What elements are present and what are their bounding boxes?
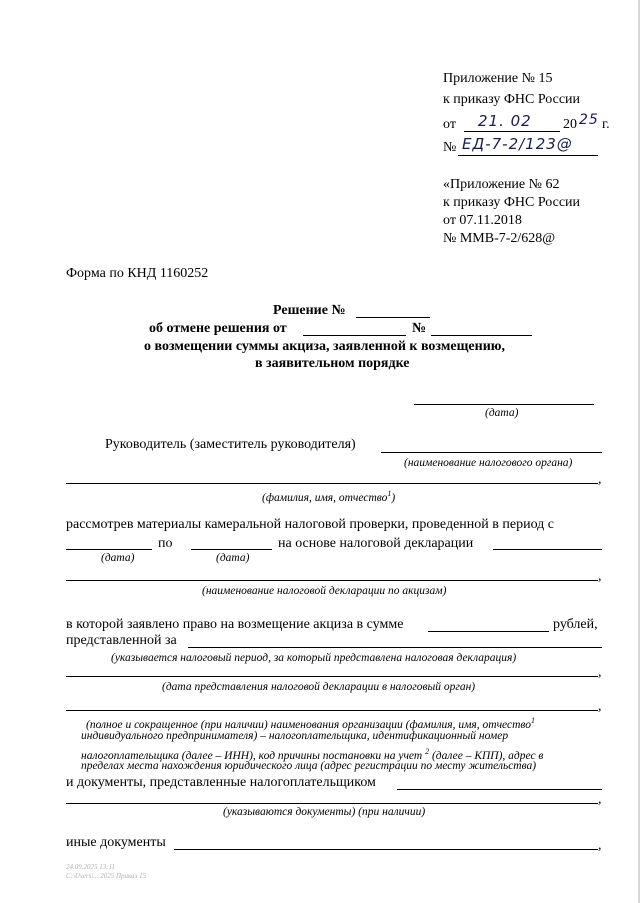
documents-comma: , (598, 792, 602, 807)
order-date-line (464, 131, 560, 132)
declaration-name-comma: , (598, 569, 602, 584)
order-number-label: № (443, 140, 457, 155)
other-documents-line (174, 849, 598, 850)
fio-comma: , (598, 472, 602, 487)
form-code: Форма по КНД 1160252 (66, 266, 209, 281)
order-date-label: от (443, 117, 456, 132)
tax-period-caption: (указывается налоговый период, за который представлена налоговая декларация) (111, 652, 517, 664)
documents-label: и документы, представленные налогоплательщиком (66, 775, 376, 790)
fio-line (66, 483, 598, 484)
quoted-date: от 07.11.2018 (443, 213, 522, 228)
other-documents-comma: , (598, 838, 602, 853)
head-label: Руководитель (заместитель руководителя) (105, 437, 356, 452)
declaration-basis-label: на основе налоговой декларации (278, 536, 474, 551)
documents-line-2 (66, 803, 598, 804)
decision-date-caption: (дата) (485, 407, 519, 419)
decision-date-line (414, 404, 594, 405)
order-year-suffix: г. (602, 117, 610, 132)
tax-authority-caption: (наименование налогового органа) (404, 457, 573, 469)
quoted-appendix: «Приложение № 62 (443, 177, 560, 192)
quoted-number: № ММВ-7-2/628@ (443, 231, 556, 246)
declaration-line (493, 549, 602, 550)
organization-caption-1: (полное и сокращенное (при наличии) наименования организации (фамилия, имя, отчество$^1$ (86, 716, 536, 731)
review-text: рассмотрев материалы камеральной налоговой проверки, проведенной в период с (66, 517, 555, 532)
other-documents-label: иные документы (66, 835, 166, 850)
submit-date-comma: , (598, 665, 602, 680)
order-year-prefix: 20 (563, 117, 577, 132)
cancel-date-line (303, 335, 406, 336)
decision-cancel-label: об отмене решения от (149, 321, 287, 336)
cancel-number-line (431, 335, 532, 336)
amount-line (428, 631, 549, 632)
organization-line (66, 710, 598, 711)
documents-line-1 (397, 789, 602, 790)
decision-procedure: в заявительном порядке (255, 356, 410, 371)
order-number-handwritten: ЕД-7-2/123@ (462, 135, 573, 153)
period-to-label: по (158, 536, 173, 551)
fio-caption: (фамилия, имя, отчество$^1$) (262, 489, 396, 504)
period-start-line (66, 549, 152, 550)
cancel-number-label: № (412, 321, 427, 336)
footer-timestamp: 24.09.2025 13:11 (66, 863, 116, 871)
submitted-for-label: представленной за (66, 633, 177, 648)
organization-caption-3: налогоплательщика (далее – ИНН), код причины постановки на учет $^2$ (далее – КПП), адрес в (81, 747, 544, 762)
organization-caption-2: индивидуального предпринимателя) – налогоплательщика, идентификационный номер (81, 730, 509, 742)
decision-subject: о возмещении суммы акциза, заявленной к возмещению, (144, 339, 505, 354)
tax-period-line (188, 647, 602, 648)
appendix-number: Приложение № 15 (443, 71, 553, 86)
rubles-label: рублей, (553, 617, 598, 632)
organization-caption-4: пределах места нахождения юридического лица (адрес регистрации по месту жительства) (81, 760, 537, 772)
order-year-handwritten: 25 (579, 112, 599, 128)
organization-comma: , (598, 699, 602, 714)
declaration-name-line (66, 580, 598, 581)
quoted-order: к приказу ФНС России (443, 195, 581, 210)
declaration-name-caption: (наименование налоговой декларации по акцизам) (202, 585, 447, 597)
documents-caption: (указываются документы) (при наличии) (223, 806, 426, 818)
submit-date-caption: (дата представления налоговой декларации в налоговый орган) (162, 681, 476, 693)
footer-path: С:\Users\... 2025 Приказ 15 (66, 872, 147, 880)
decision-title: Решение № (273, 303, 346, 318)
decision-number-line (356, 317, 430, 318)
submit-date-line (66, 676, 598, 677)
period-end-line (191, 549, 272, 550)
order-reference: к приказу ФНС России (443, 92, 581, 107)
order-date-handwritten: 21. 02 (478, 112, 532, 130)
declared-amount-text: в которой заявлено право на возмещение акциза в сумме (66, 617, 404, 632)
tax-authority-line (381, 452, 602, 453)
period-start-caption: (дата) (101, 552, 135, 564)
period-end-caption: (дата) (216, 552, 250, 564)
order-number-line (458, 155, 598, 156)
